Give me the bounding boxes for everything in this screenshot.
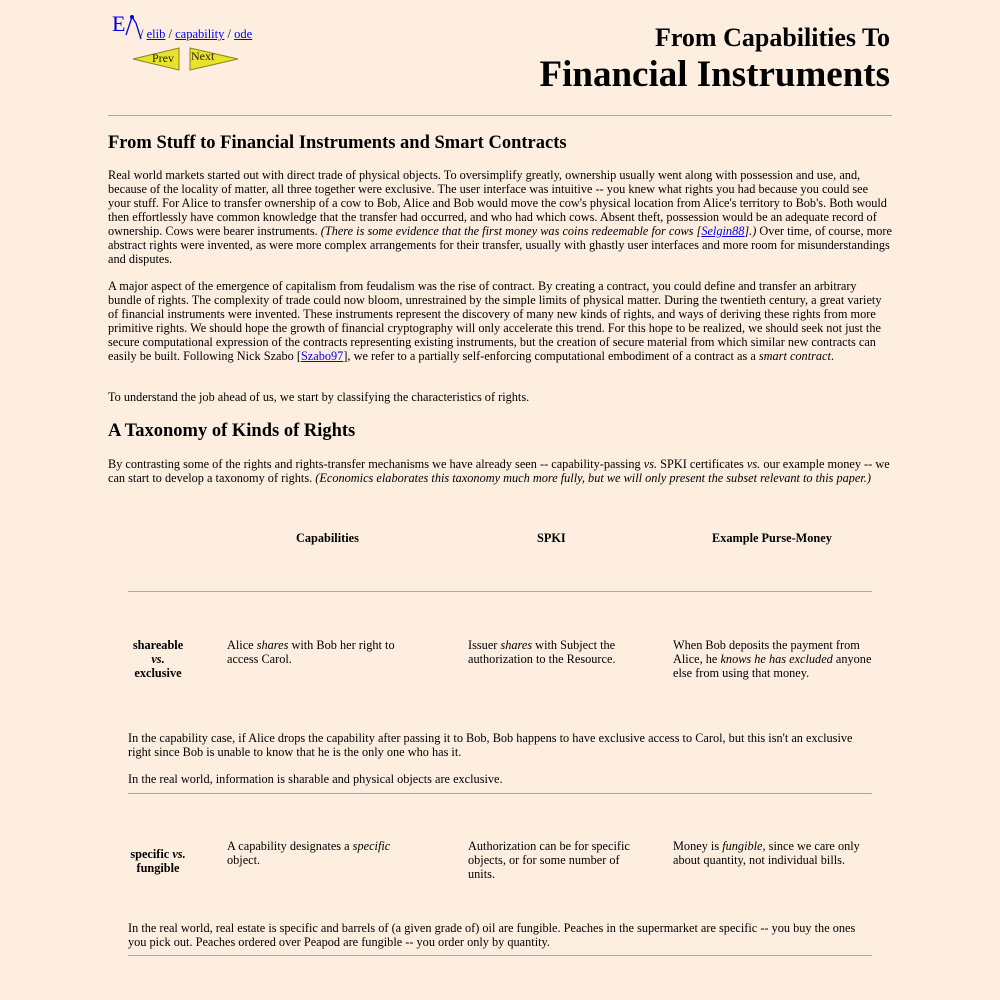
vs-italic: vs. [643, 457, 658, 471]
prev-button[interactable] [132, 46, 182, 72]
paragraph-text: Over time, of course, more abstract rights were invented, as were more complex arrangements for their transfer, usually with ghastly user interfaces and more room for misunderstandings and disputes. [108, 224, 892, 266]
logo-letter: E [112, 11, 126, 36]
cell-text: Money is [673, 839, 723, 853]
cell-text: object. [227, 853, 261, 867]
table-divider [128, 591, 872, 592]
paragraph-italic: ].) [744, 224, 757, 238]
vs-italic: vs. [151, 652, 165, 666]
cell-emphasis: knows he has excluded [720, 652, 833, 666]
paragraph-text: SPKI certificates [657, 457, 747, 471]
row-header-term: specific [130, 847, 170, 861]
breadcrumb-sep: / [140, 27, 144, 41]
citation-link-szabo97[interactable]: Szabo97 [300, 349, 344, 363]
table-cell-capabilities [227, 839, 417, 867]
section-heading-taxonomy: A Taxonomy of Kinds of Rights [108, 421, 356, 441]
next-label: Next [191, 49, 215, 63]
paragraph-text: our example money -- we can start to develop a taxonomy of rights. [108, 457, 890, 485]
divider [108, 115, 892, 116]
table-divider [128, 793, 872, 794]
breadcrumb-link-elib[interactable]: elib [146, 27, 166, 41]
paragraph-taxonomy [108, 457, 892, 485]
table-cell-spki: Authorization can be for specific objects, or for some number of units. [468, 839, 630, 881]
cell-text: , since we care only about quantity, not individual bills. [673, 839, 860, 867]
paragraph-classifying: To understand the job ahead of us, we start by classifying the characteristics of rights. [108, 390, 530, 404]
cell-emphasis: shares [500, 638, 533, 652]
erights-logo-icon[interactable] [112, 13, 142, 41]
cell-emphasis: shares [256, 638, 289, 652]
vs-italic: vs. [172, 847, 186, 861]
column-header-capabilities: Capabilities [296, 531, 359, 545]
paragraph-markets [108, 168, 892, 266]
row-header-term: fungible [136, 861, 180, 875]
paragraph-text: By contrasting some of the rights and rights-transfer mechanisms we have already seen -- capability-passing [108, 457, 644, 471]
logo-figure-icon [112, 13, 142, 41]
row-note: In the real world, real estate is specific and barrels of (a given grade of) oil are fungible. Peaches in the supermarket are specific -- you buy the ones you pick out. Peaches ordered over Peapod are fungible -- you order only by quantity. [128, 921, 856, 949]
row-header-term: shareable [132, 638, 184, 652]
prev-label: Prev [152, 51, 174, 65]
table-cell-capabilities [227, 638, 417, 666]
table-cell-purse-money [673, 839, 873, 867]
breadcrumb-link-ode[interactable]: ode [234, 27, 253, 41]
cell-text: with Bob her right to access Carol. [227, 638, 395, 666]
breadcrumb [140, 27, 252, 41]
page-title: Financial Instruments [539, 54, 890, 95]
row-header-specific-fungible [126, 847, 190, 875]
citation-link-selgin88[interactable]: Selgin88 [701, 224, 745, 238]
paragraph-text: A major aspect of the emergence of capitalism from feudalism was the rise of contract. By creating a contract, you could define and transfer an arbitrary bundle of rights. The complexity of trade could now bloom, unrestrained by the simple limits of physical matter. During the twentieth century, a great variety of financial instruments were invented. These instruments represent the discovery of many new kinds of rights, and ways of deriving these rights from more primitive rights. We should hope the growth of financial cryptography will only accelerate this trend. For this hope to be realized, we should seek not just the secure computational expression of the contracts representing existing instruments, but the creation of secure material from which similar new contracts can easily be built. Following Nick Szabo [ [108, 279, 882, 363]
table-divider [128, 955, 872, 956]
next-button[interactable] [188, 46, 240, 72]
cell-text: Alice [227, 638, 257, 652]
page-subtitle: From Capabilities To [654, 23, 890, 52]
paragraph-text: ], we refer to a partially self-enforcing computational embodiment of a contract as a [343, 349, 759, 363]
cell-text: with Subject the authorization to the Resource. [468, 638, 616, 666]
table-cell-purse-money [673, 638, 873, 680]
breadcrumb-sep: / [168, 27, 172, 41]
row-note: In the capability case, if Alice drops the capability after passing it to Bob, Bob happens to have exclusive access to Carol, but this isn't an exclusive right since Bob is unable to know that he is the only one who has it. [128, 731, 853, 759]
row-note: In the real world, information is sharable and physical objects are exclusive. [128, 772, 503, 786]
paragraph-contract [108, 279, 892, 363]
paragraph-text: . [830, 349, 835, 363]
vs-italic: vs. [746, 457, 761, 471]
cell-emphasis: specific [352, 839, 391, 853]
row-header-shareable-exclusive [126, 638, 190, 680]
page-header [108, 10, 892, 105]
table-cell-spki [468, 638, 643, 666]
cell-text: A capability designates a [227, 839, 353, 853]
breadcrumb-sep: / [227, 27, 231, 41]
cell-text: anyone else from using that money. [673, 652, 872, 680]
paragraph-italic: (Economics elaborates this taxonomy much more fully, but we will only present the subset relevant to this paper.) [315, 471, 871, 485]
paragraph-text: Real world markets started out with direct trade of physical objects. To oversimplify greatly, ownership usually went along with possession and use, and, because of the locality of matter, all three together were exclusive. The user interface was intuitive -- you knew what rights you had because you could see your stuff. For Alice to transfer ownership of a cow to Bob, Alice and Bob would move the cow's physical location from Alice's territory to Bob's. Both would then effortlessly have common knowledge that the transfer had occurred, and who had which cows. Absent theft, possession would be an adequate record of ownership. Cows were bearer instruments. [108, 168, 887, 238]
column-header-spki: SPKI [537, 531, 566, 545]
paragraph-italic: (There is some evidence that the first money was coins redeemable for cows [ [320, 224, 702, 238]
cell-text: When Bob deposits the payment from Alice, he [673, 638, 860, 666]
column-header-purse-money: Example Purse-Money [712, 531, 832, 545]
cell-text: Issuer [468, 638, 501, 652]
breadcrumb-link-capability[interactable]: capability [175, 27, 225, 41]
paragraph-italic: smart contract [758, 349, 831, 363]
section-heading-stuff: From Stuff to Financial Instruments and Smart Contracts [108, 133, 567, 153]
cell-emphasis: fungible [722, 839, 763, 853]
row-header-term: exclusive [134, 666, 182, 680]
